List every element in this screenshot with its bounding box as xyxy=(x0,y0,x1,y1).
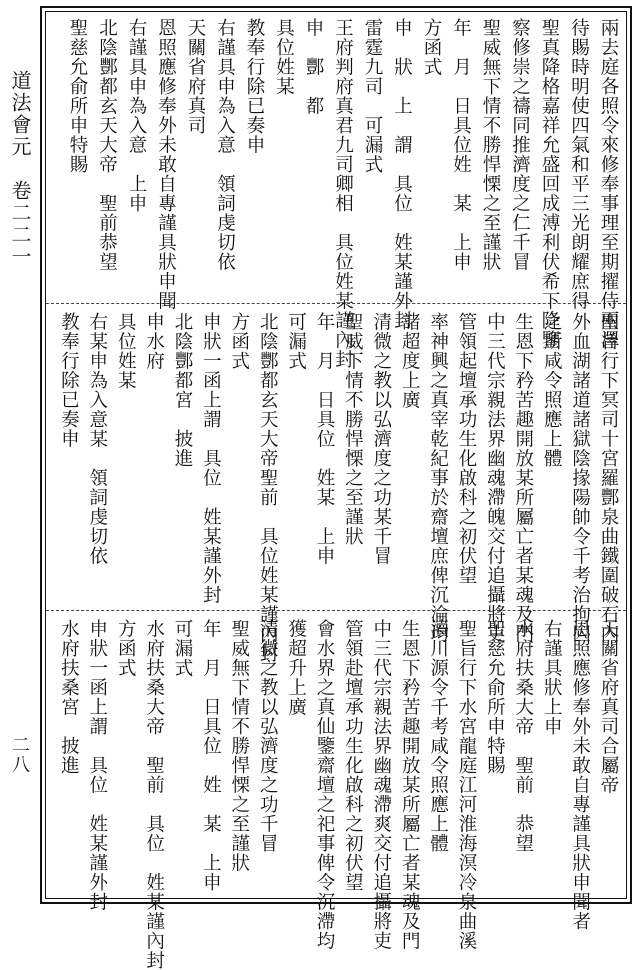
text-column: 教奉行除已奏申 xyxy=(244,18,265,155)
text-column: 聖真降格嘉祥允盛回成溥利伏希下降鑒 xyxy=(539,18,560,350)
text-column: 天關省府真司合屬帝 xyxy=(598,619,619,795)
section-divider xyxy=(46,610,626,611)
text-column: 聖慈允俞所申特賜 xyxy=(484,619,506,775)
text-column: 聖慈允俞所申特賜 xyxy=(67,18,88,174)
text-column: 北陰酆都玄天大帝 聖前恭望 xyxy=(96,18,118,272)
text-column: 諸超度上廣 xyxy=(399,312,421,410)
text-column: 聖威無下情不勝悍慄之至謹狀 xyxy=(228,619,250,873)
text-column: 水府扶桑大帝 聖前 恭望 xyxy=(512,619,534,853)
text-column: 右謹具申為入意 領詞虔切依 xyxy=(214,18,236,272)
page-frame xyxy=(40,6,632,970)
text-column: 聖旨行下水宮龍庭江河淮海溟冷泉曲溪 xyxy=(456,619,477,951)
text-column: 聖旨行下冥司十宮羅酆泉曲鐵圍破石內 xyxy=(598,312,619,644)
text-column: 兩去庭各照令來修奉事理至期擢侍兩澤 xyxy=(598,18,619,350)
text-column: 之所咸令照應上體 xyxy=(541,312,563,468)
text-column: 可漏式 xyxy=(172,619,193,678)
text-column: 察修崇之禱同推濟度之仁千冒 xyxy=(509,18,531,272)
text-column: 生恩下矜苦趣開放某所屬亡者某魂及門 xyxy=(512,312,534,644)
text-column: 右某申為入意某 領詞虔切依 xyxy=(86,312,108,566)
text-column: 中三代宗親法界幽魂滯魄交付追攝將吏 xyxy=(484,312,506,644)
page-gutter xyxy=(0,0,40,915)
page-frame-inner xyxy=(45,11,627,970)
text-column: 年 月 日具位 姓 某 上申 xyxy=(200,619,222,892)
text-column: 聖威下情不勝悍慄之至謹狀 xyxy=(342,312,364,546)
text-column: 方函式 xyxy=(115,619,137,678)
text-column: 北陰酆都宮 披進 xyxy=(172,312,193,468)
text-column: 生恩下矜苦趣開放某所屬亡者某魂及門 xyxy=(399,619,421,951)
text-column: 右謹具申為入意 上申 xyxy=(126,18,147,213)
text-column: 北陰酆都玄天大帝聖前 具位姓某謹內封 xyxy=(257,312,279,663)
text-column: 年 月 日具位姓 某 上申 xyxy=(450,18,472,272)
book-title: 道法會元 卷二二一 xyxy=(8,70,32,268)
text-column: 待賜時明使四氣和平三光朗耀庶得 xyxy=(568,18,590,311)
text-column: 清微之教以弘濟度之功千冒 xyxy=(257,619,279,853)
text-column: 水府扶桑大帝 聖前 具位 姓某謹內封 xyxy=(143,619,165,970)
text-column: 年 月 日具位 姓某 上申 xyxy=(314,312,335,566)
text-column: 申水府 xyxy=(143,312,165,371)
text-column: 聖威無下情不勝悍慄之至謹狀 xyxy=(480,18,501,272)
text-column: 王府判府真君九司卿相 具位姓某謹內封 xyxy=(332,18,354,369)
text-column: 恩照應修奉外未敢自專謹具狀申聞 xyxy=(155,18,177,311)
text-column: 右謹具狀上申 xyxy=(541,619,563,736)
text-column: 具位姓某 xyxy=(115,312,137,390)
text-column: 雷霆九司 可漏式 xyxy=(362,18,383,174)
text-column: 外血湖諸道諸獄陰掾陽帥令千考治拘囚 xyxy=(569,312,591,644)
text-column: 恩照應修奉外未敢自專謹具狀申聞者 xyxy=(569,619,591,931)
text-column: 中三代宗親法界幽魂滯爽交付追攝將吏 xyxy=(370,619,392,951)
text-column: 獲超升上廣 xyxy=(285,619,307,717)
text-section-bottom xyxy=(46,615,626,970)
text-column: 申 酆 都 xyxy=(303,18,324,116)
text-column: 具位姓某 xyxy=(273,18,295,96)
text-column: 申狀一函上謂 具位 姓某謹外封 xyxy=(86,619,108,912)
text-column: 教奉行除已奏申 xyxy=(58,312,80,449)
text-column: 率神興之真宰乾紀事於齋壇庶俾沉淪均 xyxy=(427,312,449,644)
text-column: 可漏式 xyxy=(285,312,307,371)
text-column: 清微之教以弘濟度之功某千冒 xyxy=(370,312,392,566)
text-column: 管領赴壇承功生化啟科之初伏望 xyxy=(342,619,364,892)
text-column: 申 狀 上 謂 具位 姓某謹外封 xyxy=(391,18,413,330)
text-column: 會水界之真仙鑒齋壇之祀事俾令沉滯均 xyxy=(314,619,335,951)
text-column: 管領起壇承功生化啟科之初伏望 xyxy=(456,312,477,585)
text-column: 水府扶桑宮 披進 xyxy=(58,619,80,775)
text-column: 方函式 xyxy=(228,312,250,371)
text-column: 方函式 xyxy=(421,18,442,77)
text-column: 天關省府真司 xyxy=(185,18,206,135)
text-column: 申狀一函上謂 具位 姓某謹外封 xyxy=(200,312,222,605)
text-column: 瀆川源令千考咸令照應上體 xyxy=(427,619,449,853)
page-number: 二八 xyxy=(9,735,30,775)
text-section-middle xyxy=(46,308,626,663)
